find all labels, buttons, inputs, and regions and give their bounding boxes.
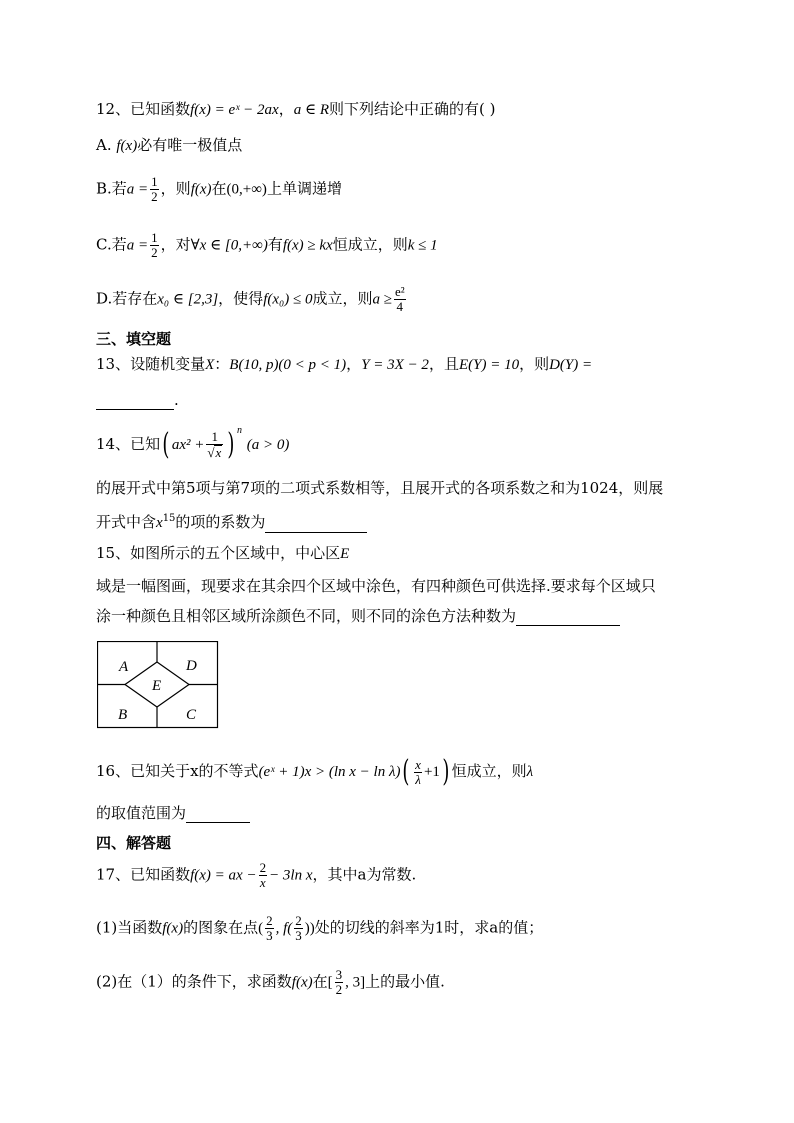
frac-den: √x [207,445,222,460]
q17-p2-end: 上的最小值. [365,972,445,991]
q16-line2-text: 的取值范围为 [96,804,187,822]
q12-formula: f(x) = eˣ − 2ax [190,102,279,118]
q14-line2: 的展开式中第5项与第7项的二项式系数相等，且展开式的各项系数之和为1024，则展 [96,479,664,497]
q13-prefix: 13、设随机变量 [96,355,206,373]
frac-num: e² [394,284,405,299]
q13-colon: ： [214,355,230,373]
opt-c-fraction [150,231,159,260]
q17-p2-close: , 3] [345,974,366,991]
q15-blank[interactable] [516,611,620,626]
frac-num: 2 [259,860,267,875]
frac-num: 2 [266,913,273,928]
opt-b-f: f(x) [190,181,212,198]
q17-p2-in: 在 [312,972,328,991]
frac-num: 3 [335,967,343,982]
q13-stem [96,354,592,375]
region-label-a: A [119,659,129,675]
q12-option-d [96,285,408,314]
opt-b-in: 在 [211,179,227,198]
q16-stem [96,756,533,787]
opt-c-a: a = [126,237,149,254]
q13-EY: E(Y) = 10 [458,357,520,373]
opt-d-f: f(x₀) ≤ 0 [263,291,313,308]
paren-close: ) [227,427,235,462]
frac-den: λ [415,771,421,787]
q16-prefix: 16、已知关于x的不等式 [96,762,259,780]
q15-line1-pre: 15、如图所示的五个区域中，中心区 [96,544,341,562]
frac-num: 1 [151,230,158,245]
frac-num: 1 [206,430,223,445]
q16-blank[interactable] [186,808,250,823]
q14-blank[interactable] [265,518,367,533]
frac-num: x [415,756,421,772]
q16-fraction [414,758,422,787]
opt-d-x0: x₀ ∈ [2,3] [157,291,219,308]
region-label-c: C [186,707,197,723]
q16-plus: +1 [423,764,440,780]
q13-then: ，则 [519,355,550,373]
opt-c-end: 恒成立，则 [332,235,408,254]
q13-DY: D(Y) = [549,357,593,373]
q16-lambda: λ [526,764,534,780]
q14-stem [96,426,289,460]
opt-a-formula: f(x) [116,138,138,154]
opt-c-ineq: f(x) ≥ kx [282,237,333,254]
frac-den: 3 [295,928,302,943]
q13-dist: B(10, p)(0 < p < 1) [229,357,347,373]
q17-part1 [96,914,543,943]
frac-den: x [259,875,266,890]
q12-cond: a ∈ R [293,102,329,118]
q17-p1-comma: , f( [275,920,293,937]
frac-den: 4 [396,299,404,314]
q17-p1-close: )) [304,920,315,937]
q14-x-exp: 15 [162,513,176,524]
opt-b-interval: (0,+∞) [226,181,267,198]
q15-line1 [96,543,349,564]
region-label-b: B [118,707,128,723]
opt-b-a: a = [126,181,149,198]
opt-c-has: 有 [267,235,283,254]
q13-and: ，且 [428,355,459,373]
q12-option-a [96,135,242,156]
q13-answer-line [96,390,179,410]
opt-b-fraction [150,175,159,204]
q13-comma: ， [346,355,362,373]
q17-p2-open: [ [327,974,333,991]
q17-p1-frac2 [294,914,303,943]
opt-a-label: A. [96,136,112,154]
frac-den: 2 [151,245,158,260]
q16-line2 [96,803,250,823]
q13-Y: Y = 3X − 2 [361,357,429,373]
q15-line2: 域是一幅图画，现要求在其余四个区域中涂色，有四种颜色可供选择.要求每个区域只 [96,577,656,595]
paren-open: ( [162,427,170,462]
q17-p1-frac1 [265,914,274,943]
q13-end: . [174,391,179,409]
q15-E: E [340,546,350,562]
q17-fraction [259,861,268,890]
opt-d-fraction [394,285,406,314]
paren-close: ) [442,754,450,789]
frac-den: 2 [151,189,158,204]
opt-b-end: 上单调递增 [266,179,342,198]
q17-rest: − 3ln x [269,867,313,884]
region-label-e: E [152,678,162,694]
opt-d-a: a ≥ [372,291,392,308]
q17-part2 [96,968,445,997]
q15-line3 [96,606,620,626]
q17-prefix: 17、已知函数 [96,865,191,884]
frac-den: 3 [266,928,273,943]
opt-c-forall: ∀x ∈ [0,+∞) [190,237,268,254]
opt-c-label: C.若 [96,235,127,254]
q14-cond: (a > 0) [246,437,290,453]
q12-suffix: 则下列结论中正确的有( ) [329,100,496,118]
opt-d-end: 成立，则 [312,289,373,308]
q16-ineq: (eˣ + 1)x > (ln x − ln λ) [258,764,401,780]
opt-b-label: B.若 [96,179,127,198]
q17-p2-frac [335,968,344,997]
opt-d-mid: ，使得 [218,289,264,308]
q17-p1-open: ( [258,920,264,937]
region-label-d: D [186,658,197,674]
frac-num: 1 [151,174,158,189]
q17-p1-f: f(x) [162,920,184,937]
q17-p1-mid: 的图象在点 [183,918,259,937]
q17-p2-pre: (2)在（1）的条件下，求函数 [96,972,292,991]
q14-ax2: ax² + [171,437,205,453]
sqrt-radicand: x [215,445,222,460]
q12-option-b [96,175,342,204]
q13-X: X [205,357,215,373]
opt-c-k: k ≤ 1 [407,237,438,254]
q17-p2-f: f(x) [291,974,313,991]
q14-prefix: 14、已知 [96,435,161,453]
q17-p1-pre: (1)当函数 [96,918,163,937]
q14-x: x [156,515,163,531]
section-4-heading: 四、解答题 [96,834,172,852]
q12-prefix: 12、已知函数 [96,100,191,118]
q15-line3-text: 涂一种颜色且相邻区域所涂颜色不同，则不同的涂色方法种数为 [96,607,517,625]
opt-c-mid: ，对 [160,235,191,254]
q14-line3-pre: 开式中含 [96,513,157,531]
q13-blank[interactable] [96,395,174,410]
frac-den: 2 [335,982,343,997]
q14-exp: n [236,425,242,436]
q15-region-figure [97,641,219,729]
q14-line3-post: 的项的系数为 [175,513,266,531]
q17-f: f(x) = ax − [190,867,257,884]
opt-d-label: D.若存在 [96,289,158,308]
q17-stem [96,861,416,890]
q14-line3 [96,509,367,533]
q17-end: ，其中a为常数. [312,865,417,884]
q12-stem [96,99,495,120]
q12-option-c [96,231,438,260]
q14-fraction [206,430,223,460]
section-3-heading: 三、填空题 [96,330,172,348]
q16-end: 恒成立，则 [451,762,527,780]
q17-p1-end: 处的切线的斜率为1时，求a的值； [314,918,544,937]
opt-a-text: 必有唯一极值点 [137,136,243,154]
opt-b-mid: ，则 [160,179,191,198]
q12-mid: ， [278,100,294,118]
paren-open: ( [402,754,410,789]
frac-num: 2 [295,913,302,928]
